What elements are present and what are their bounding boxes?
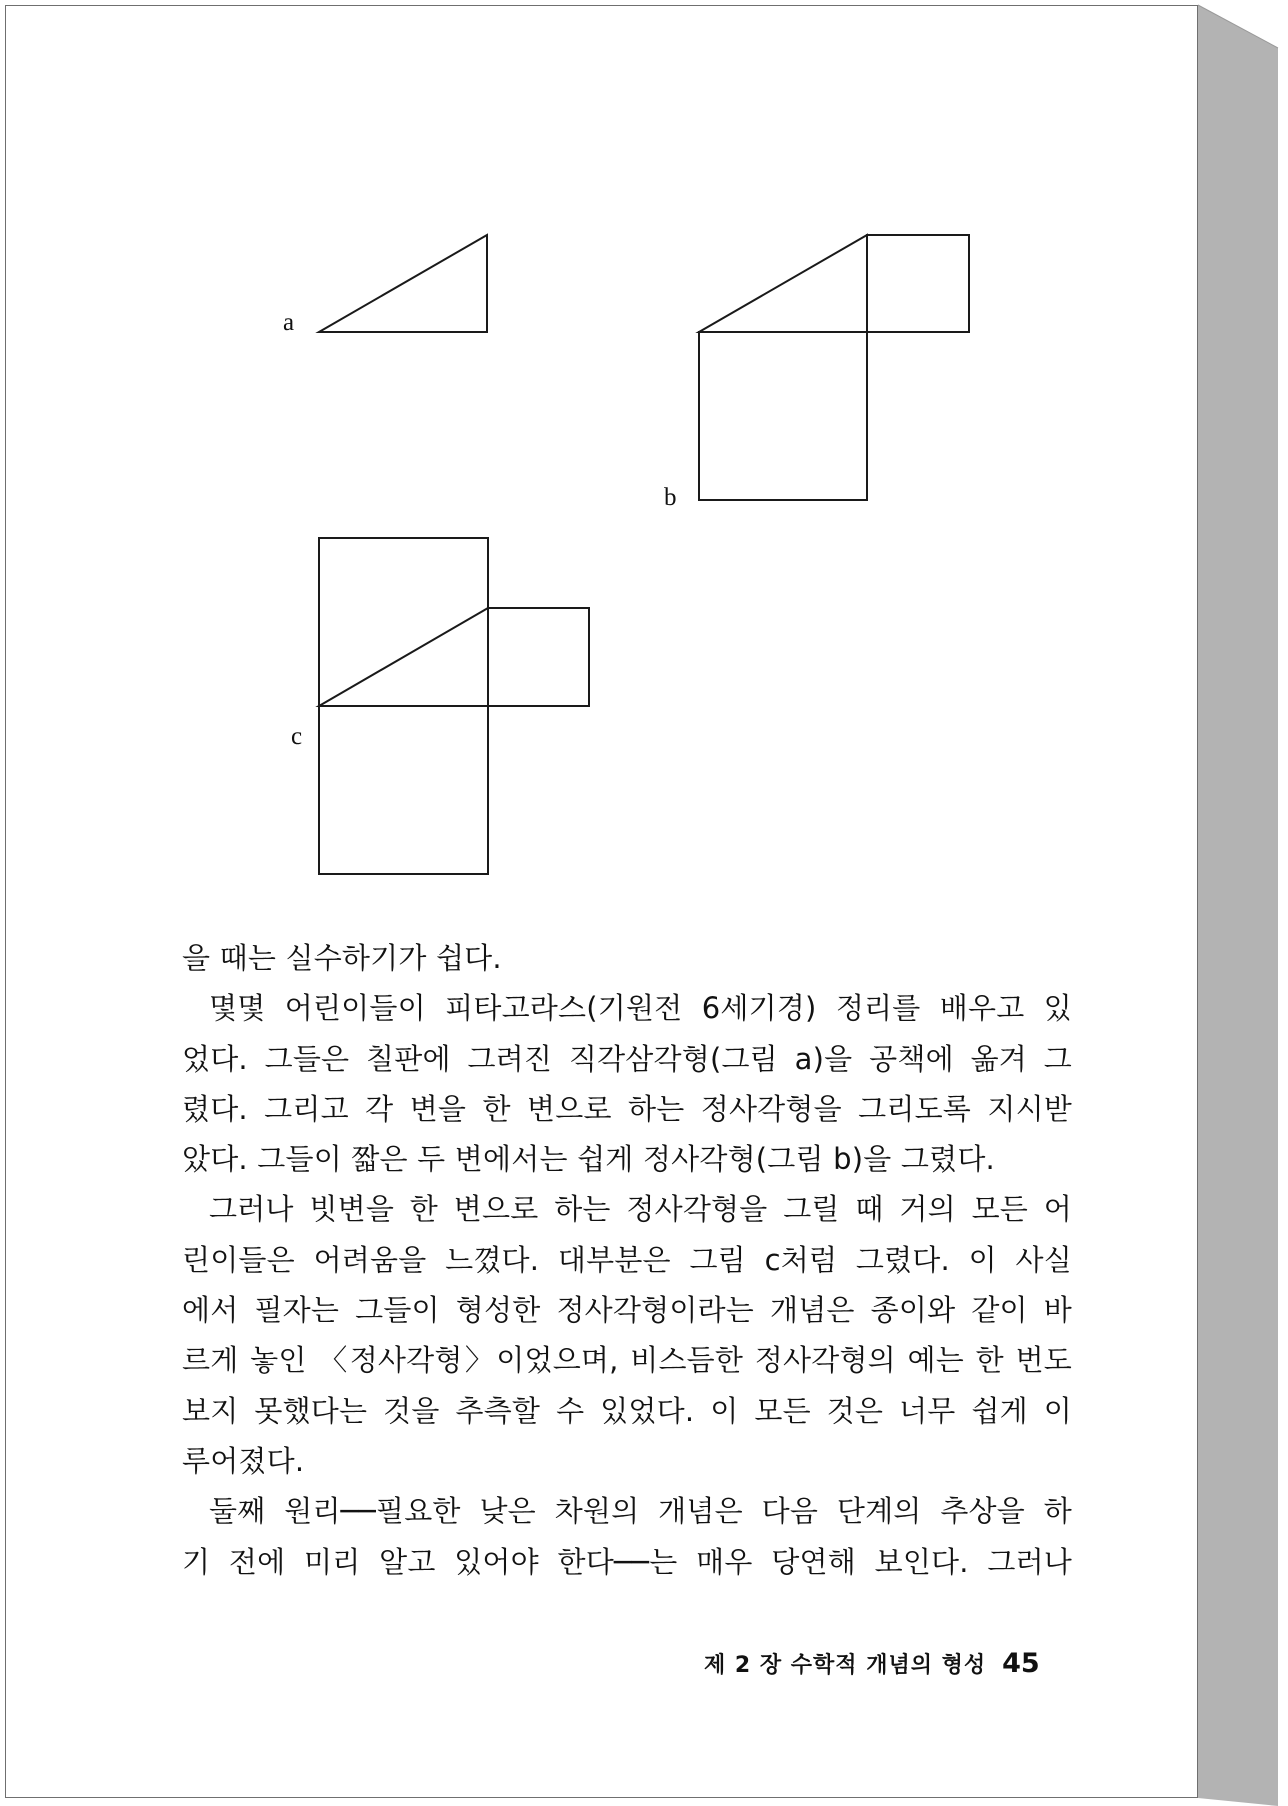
text-line: 둘째 원리──필요한 낮은 차원의 개념은 다음 단계의 추상을 하 [209, 1494, 1072, 1529]
text-line: 보지 못했다는 것을 추측할 수 있었다. 이 모든 것은 너무 쉽게 이 [182, 1393, 1072, 1428]
body-text [182, 933, 1072, 1587]
figure-label-c: c [291, 723, 303, 750]
triangle-c [319, 608, 488, 706]
text-line: 루어졌다. [182, 1443, 305, 1478]
square-b-long-leg [699, 332, 867, 500]
text-line: 기 전에 미리 알고 있어야 한다──는 매우 당연해 보인다. 그러나 [182, 1544, 1072, 1579]
text-line: 렸다. 그리고 각 변을 한 변으로 하는 정사각형을 그리도록 지시받 [182, 1091, 1072, 1126]
text-line: 린이들은 어려움을 느꼈다. 대부분은 그림 c처럼 그렸다. 이 사실 [182, 1242, 1072, 1277]
figure-label-b: b [664, 484, 677, 511]
triangle-b [699, 235, 867, 332]
square-c-short-leg [488, 608, 589, 706]
pythagoras-figure [6, 6, 1199, 906]
text-line: 았다. 그들이 짧은 두 변에서는 쉽게 정사각형(그림 b)을 그렸다. [182, 1142, 995, 1177]
text-line: 그러나 빗변을 한 변으로 하는 정사각형을 그릴 때 거의 모든 어 [209, 1192, 1072, 1227]
page-footer [704, 1648, 1040, 1679]
chapter-title: 제 2 장 수학적 개념의 형성 [704, 1653, 987, 1678]
page-number: 45 [1002, 1648, 1040, 1679]
text-line: 르게 놓인 〈정사각형〉이었으며, 비스듬한 정사각형의 예는 한 번도 [182, 1343, 1072, 1378]
book-right-edge [1198, 5, 1278, 1806]
figure-label-a: a [283, 309, 295, 336]
square-b-short-leg [867, 235, 969, 332]
text-line: 을 때는 실수하기가 쉽다. [182, 941, 502, 975]
text-line: 에서 필자는 그들이 형성한 정사각형이라는 개념은 종이와 같이 바 [182, 1293, 1072, 1328]
square-c-lower [319, 706, 488, 874]
text-line: 었다. 그들은 칠판에 그려진 직각삼각형(그림 a)을 공책에 옮겨 그 [182, 1041, 1072, 1076]
triangle-a [319, 235, 487, 332]
text-line: 몇몇 어린이들이 피타고라스(기원전 6세기경) 정리를 배우고 있 [209, 991, 1072, 1026]
